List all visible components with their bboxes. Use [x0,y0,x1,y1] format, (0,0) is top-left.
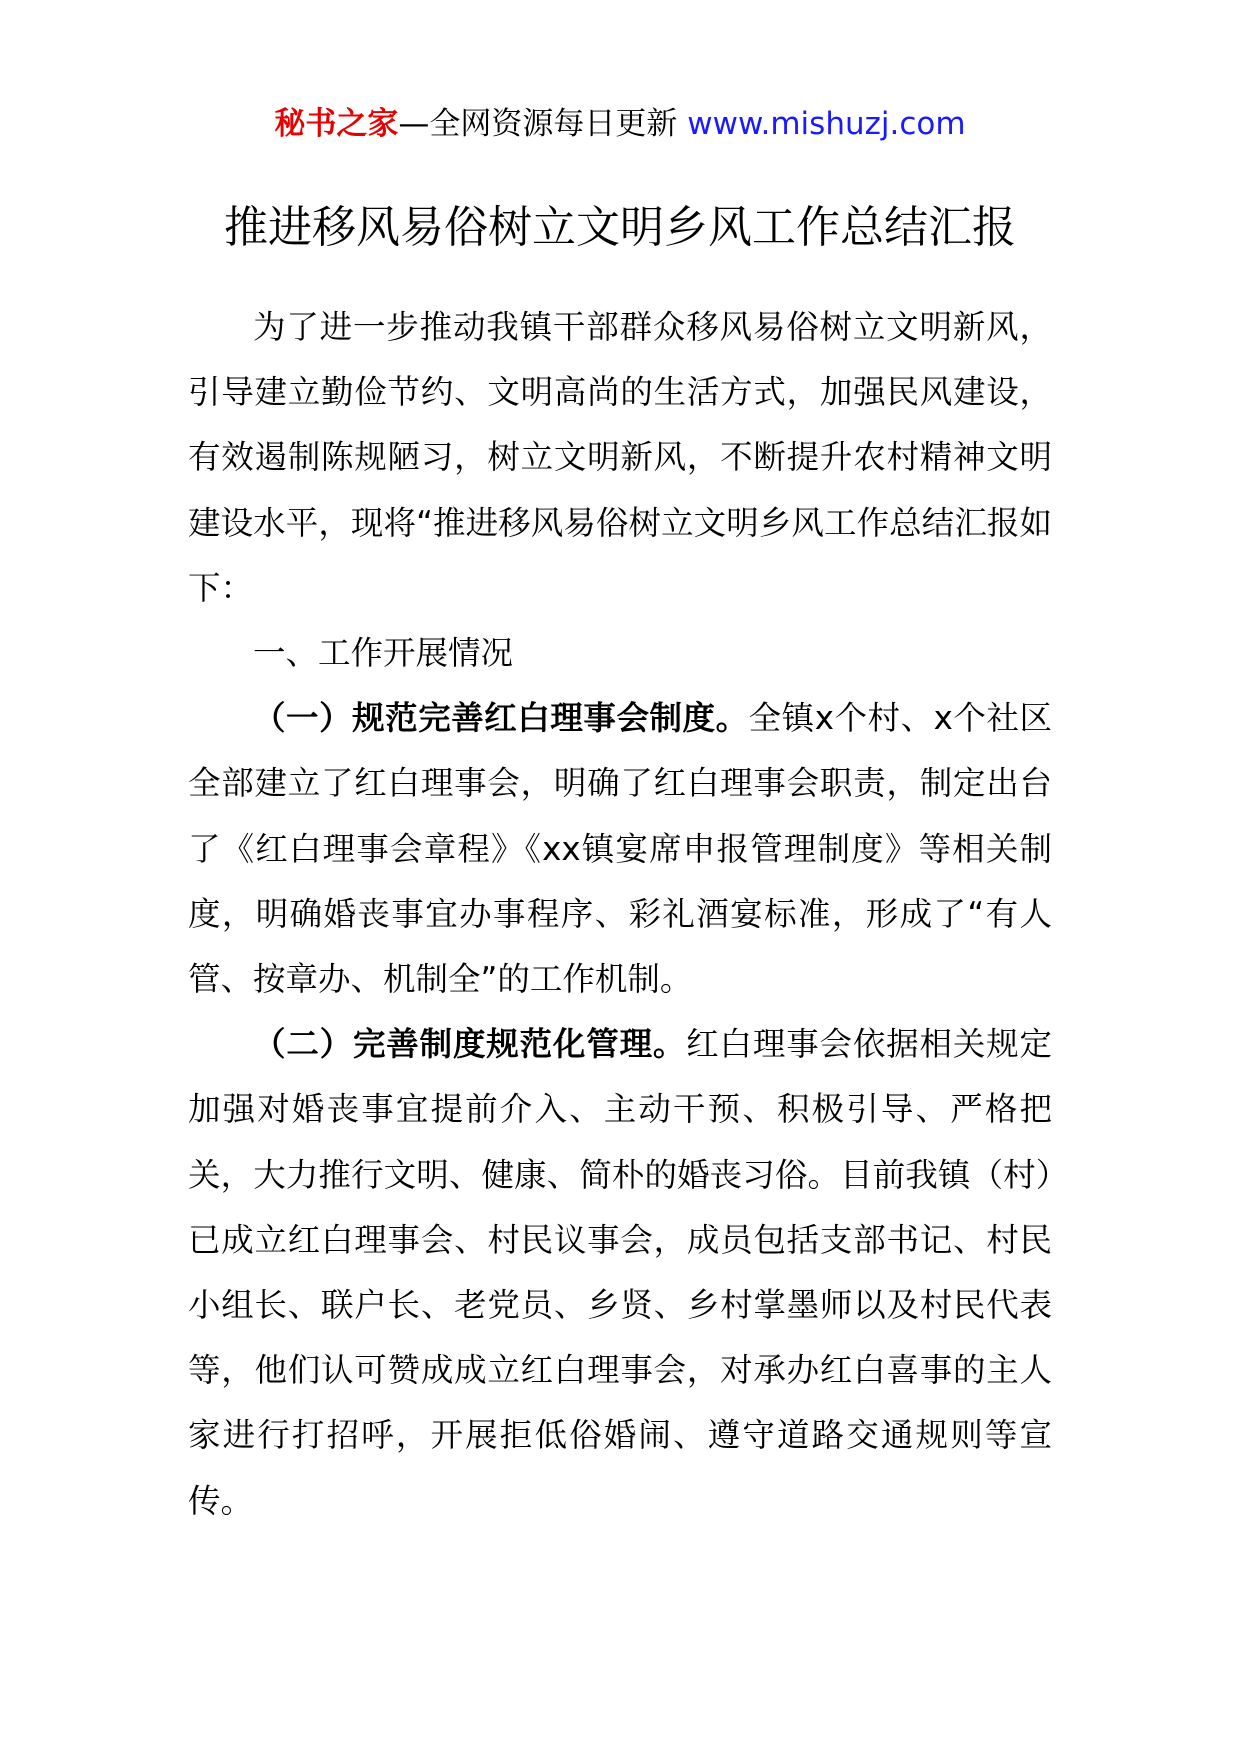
document-body [188,295,1052,1534]
section-heading: 一、工作开展情况 [253,634,514,673]
item-paragraph [188,686,1052,1012]
item-paragraph [188,1012,1052,1534]
item-body: 全镇x个村、x个社区全部建立了红白理事会，明确了红白理事会职责，制定出台了《红白理事会章程》《xx镇宴席申报管理制度》等相关制度，明确婚丧事宜办事程序、彩礼酒宴标准，形成了“有人管、按章办、机制全”的工作机制。 [188,699,1052,999]
site-slogan: —全网资源每日更新 [398,106,678,142]
document-title: 推进移风易俗树立文明乡风工作总结汇报 [224,202,1016,253]
item-body: 红白理事会依据相关规定加强对婚丧事宜提前介入、主动干预、积极引导、严格把关，大力推行文明、健康、简朴的婚丧习俗。目前我镇（村）已成立红白理事会、村民议事会，成员包括支部书记、村民小组长、联户长、老党员、乡贤、乡村掌墨师以及村民代表等，他们认可赞成成立红白理事会，对承办红白喜事的主人家进行打招呼，开展拒低俗婚闹、遵守道路交通规则等宣传。 [188,1025,1052,1520]
intro-paragraph: 为了进一步推动我镇干部群众移风易俗树立文明新风，引导建立勤俭节约、文明高尚的生活方式，加强民风建设，有效遏制陈规陋习，树立文明新风，不断提升农村精神文明建设水平，现将“推进移风易俗树立文明乡风工作总结汇报如下： [188,308,1052,607]
brand-name: 秘书之家 [274,106,399,142]
item-lead: （一）规范完善红白理事会制度。 [253,699,749,738]
site-url-link[interactable]: www.mishuzj.com [687,106,966,142]
item-lead: （二）完善制度规范化管理。 [253,1025,687,1064]
site-header [0,98,1240,150]
